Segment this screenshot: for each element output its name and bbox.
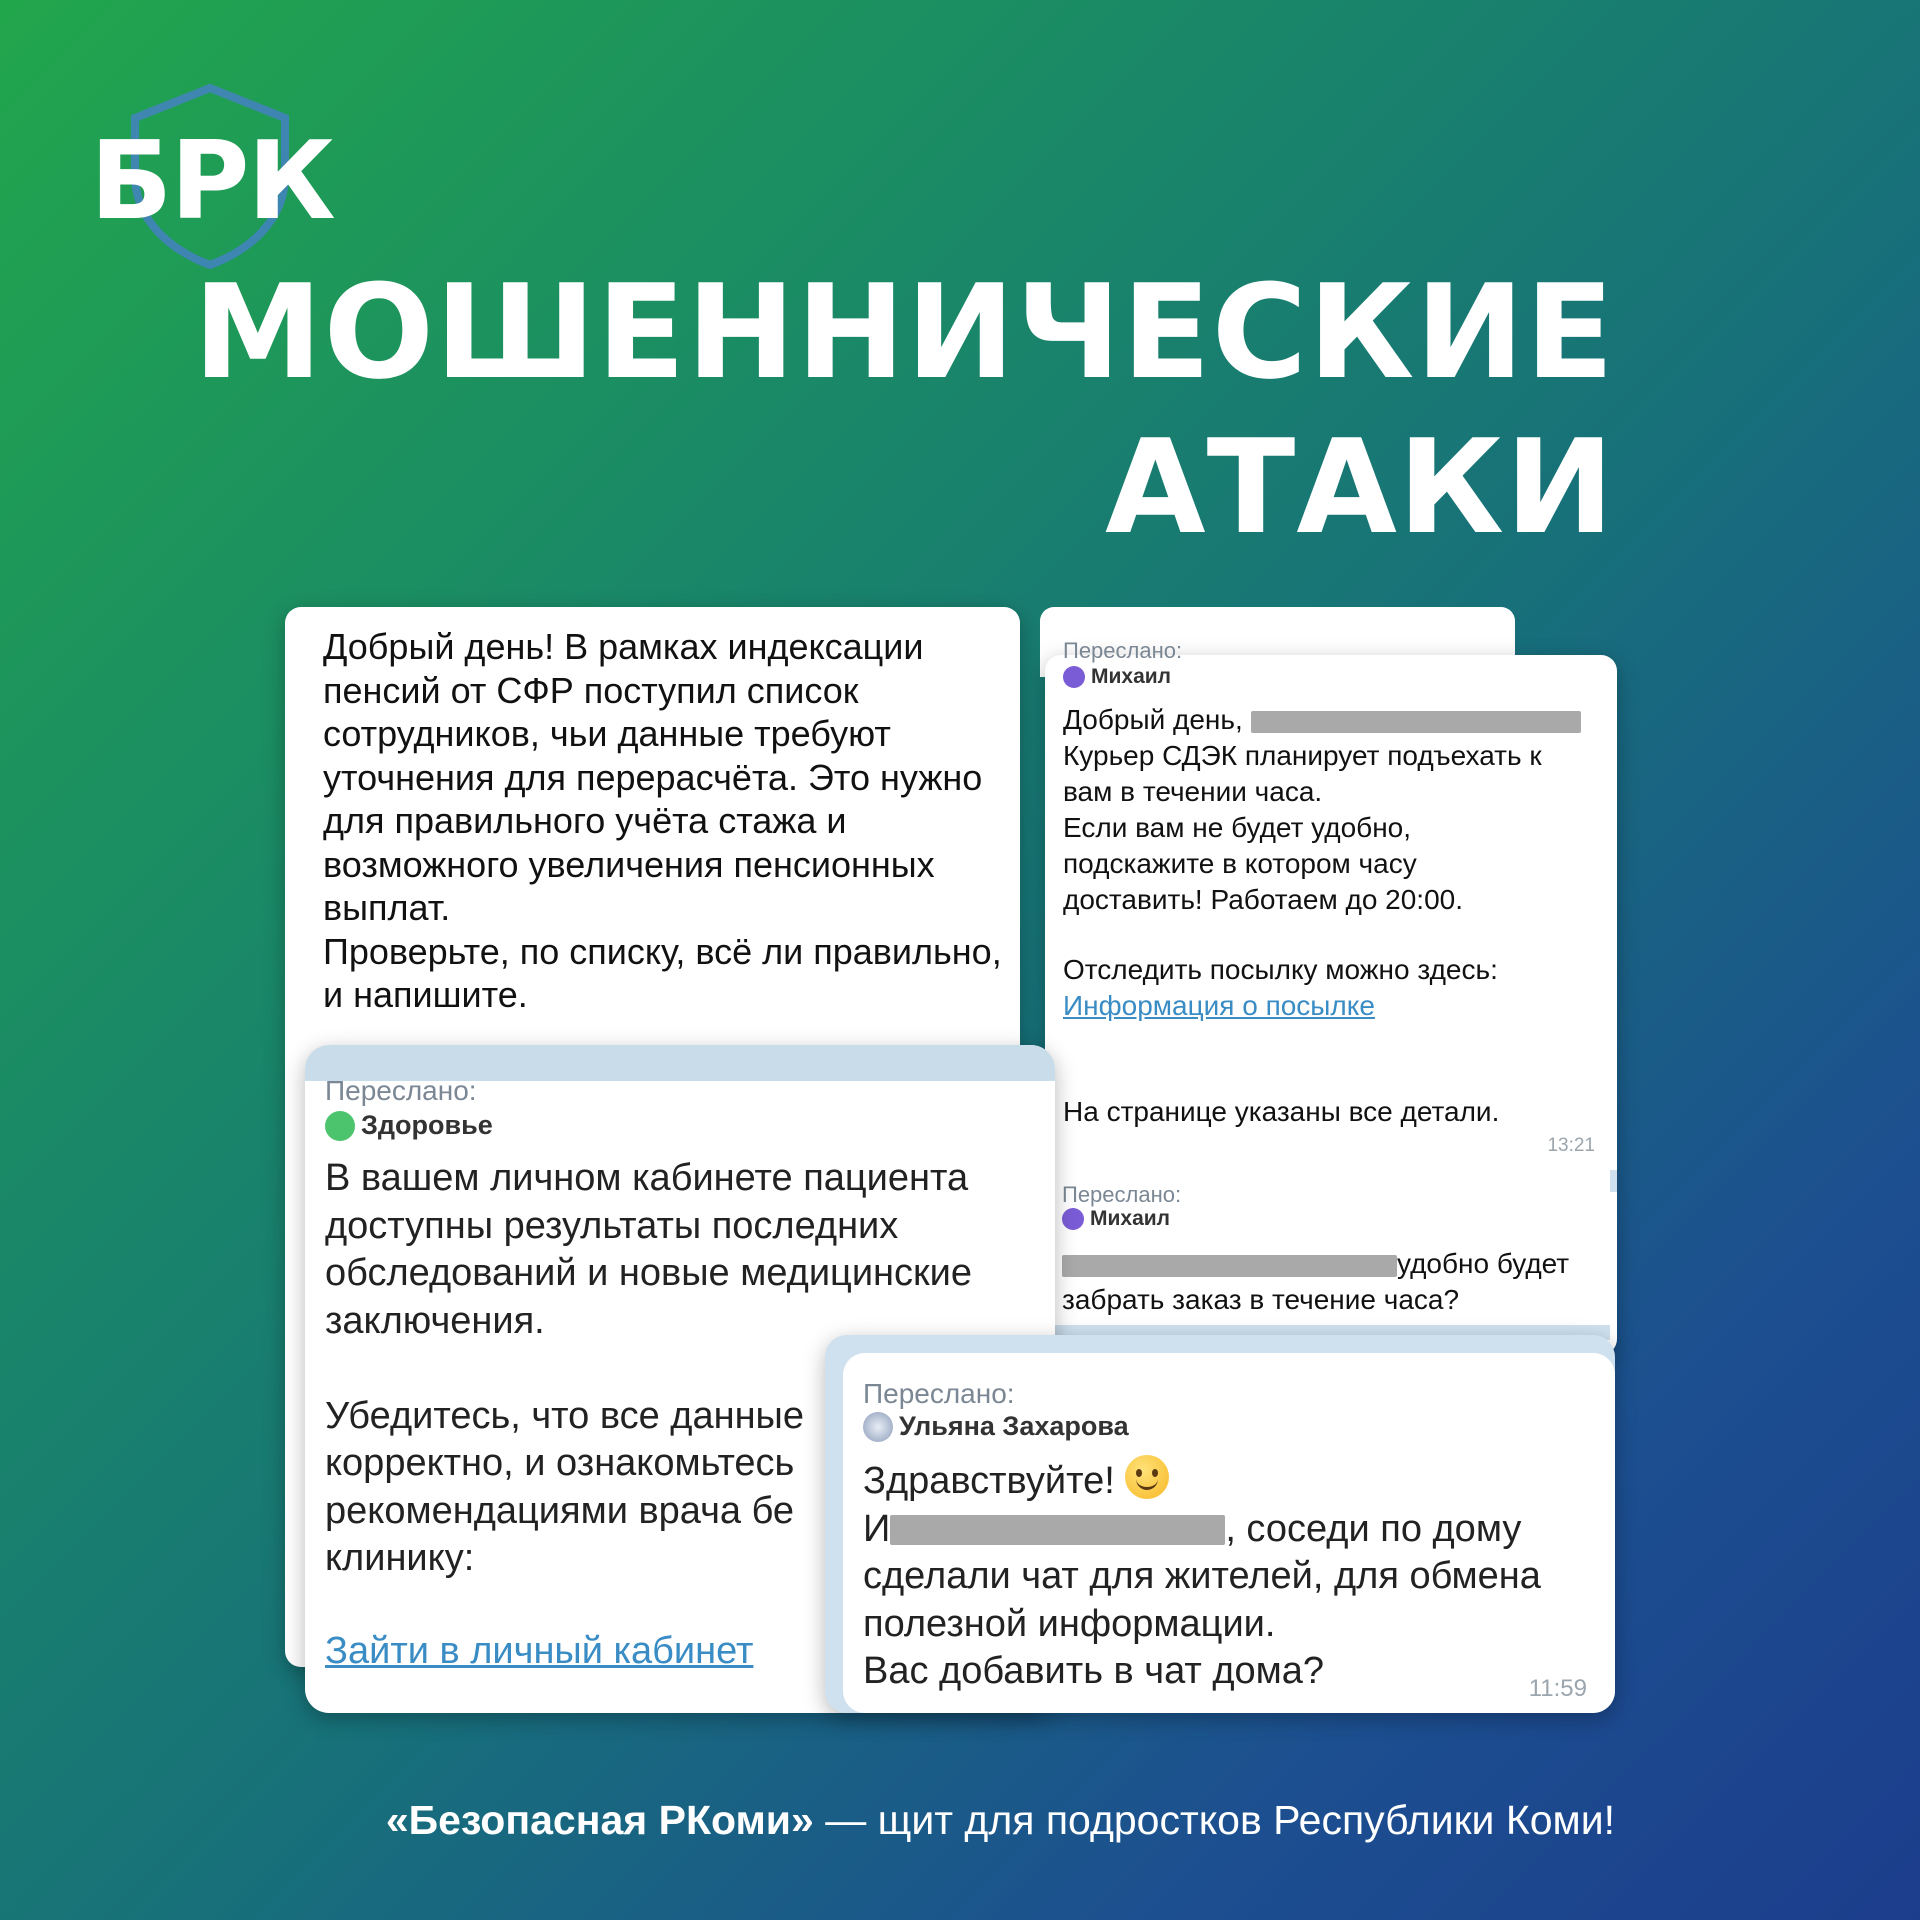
message-line: сделали чат для жителей, для обмена [863, 1555, 1541, 1597]
message-time: 11:59 [1528, 1675, 1587, 1702]
message-line: пенсий от СФР поступил список [323, 669, 859, 711]
message-line: полезной информации. [863, 1602, 1276, 1645]
message-time: 13:21 [1547, 1135, 1595, 1156]
sender [325, 1110, 493, 1141]
message-line: Убедитесь, что все данные [325, 1394, 805, 1437]
avatar [863, 1412, 893, 1442]
footer-text: — щит для подростков Республики Коми! [813, 1797, 1615, 1843]
message-line: удобно будет [1062, 1246, 1602, 1282]
sender [1063, 665, 1171, 689]
message-line: сотрудников, чьи данные требуют [323, 713, 891, 754]
parcel-info-link[interactable]: Информация о посылке [1063, 990, 1375, 1021]
message-line: Добрый день! В рамках индексации [323, 626, 924, 667]
avatar [1062, 1208, 1084, 1230]
message-line: Вас добавить в чат дома? [863, 1650, 1325, 1692]
personal-account-link[interactable]: Зайти в личный кабинет [325, 1630, 754, 1672]
message-line: возможного увеличения пенсионных [323, 843, 935, 885]
forwarded-label: Переслано: [863, 1378, 1015, 1409]
message-line: В вашем личном кабинете пациента [325, 1157, 969, 1199]
message-line: обследований и новые медицинские [325, 1252, 973, 1294]
title-line-2: АТАКИ [1105, 411, 1615, 563]
cdek-message-text [1063, 702, 1603, 1130]
forwarded-label: Переслано: [1062, 1182, 1182, 1207]
pension-message-text [323, 625, 1020, 1017]
pickup-message-text [1062, 1246, 1602, 1318]
sender [1062, 1207, 1170, 1231]
sender-name: Ульяна Захарова [899, 1411, 1129, 1441]
message-line: Отследить посылку можно здесь: [1063, 954, 1498, 985]
logo-text: БРК [90, 119, 334, 244]
page-title [193, 255, 1615, 565]
message-line: Здравствуйте! [863, 1455, 1603, 1506]
forwarded-label: Переслано: [1063, 638, 1183, 663]
message-line: Проверьте, по списку, всё ли правильно, [323, 930, 1002, 972]
neighbors-bubble [843, 1353, 1615, 1713]
message-line: корректно, и ознакомьтесь [325, 1442, 795, 1484]
sender-name: Михаил [1091, 665, 1172, 688]
message-line: заключения. [325, 1299, 545, 1342]
message-line: подскажите в котором часу [1063, 848, 1417, 879]
forwarded-label: Переслано: [325, 1075, 477, 1106]
footer-slogan [305, 1797, 1615, 1843]
avatar [1063, 666, 1085, 688]
message-line: доступны результаты последних [325, 1204, 899, 1247]
message-line: Курьер СДЭК планирует подъехать к [1063, 740, 1542, 771]
message-line: клинику: [325, 1537, 475, 1579]
neighbors-message-text [863, 1455, 1603, 1696]
sender-name: Здоровье [361, 1110, 493, 1140]
footer-brand: «Безопасная РКоми» [385, 1797, 814, 1843]
message-line: вам в течении часа. [1063, 776, 1323, 807]
smile-emoji-icon [1125, 1455, 1169, 1499]
redacted-name [1062, 1255, 1397, 1277]
message-line: доставить! Работаем до 20:00. [1063, 884, 1464, 915]
message-line: Если вам не будет удобно, [1063, 812, 1412, 843]
avatar [325, 1111, 355, 1141]
sender [863, 1411, 1129, 1442]
message-line: для правильного учёта стажа и [323, 800, 847, 841]
message-line: и напишите. [323, 974, 528, 1015]
message-line: Добрый день, [1063, 702, 1603, 738]
message-line: уточнения для перерасчёта. Это нужно [323, 756, 983, 798]
message-line: На странице указаны все детали. [1063, 1096, 1500, 1127]
message-line: забрать заказ в течение часа? [1062, 1284, 1460, 1315]
message-line: рекомендациями врача бе [325, 1489, 795, 1532]
brk-logo [90, 80, 334, 280]
title-line-1: МОШЕННИЧЕСКИЕ [193, 256, 1615, 408]
neighbors-message-card [825, 1335, 1615, 1713]
message-line: И , соседи по дому [863, 1507, 1522, 1550]
redacted-name [1251, 711, 1581, 733]
redacted-name [890, 1515, 1225, 1545]
sender-name: Михаил [1090, 1207, 1171, 1230]
message-line: выплат. [323, 887, 451, 928]
pickup-message-card [1050, 1170, 1610, 1340]
